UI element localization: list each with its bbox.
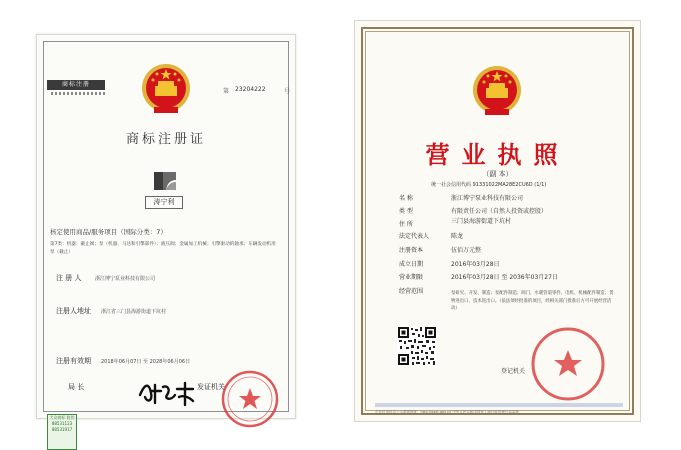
field-label-term: 营业期限 [399, 274, 424, 281]
goods-list: 第7类：机器；截止阀；泵（机器、马达和引擎部件）；液压阀；金属加工机械；引擎驱动的轴承；车辆发动机用泵（截止） [50, 242, 276, 255]
certificate-title: 商标注册证 [125, 132, 206, 147]
anti-counterfeit-badge: 大众商标 防伪 88531123 88531917 [47, 414, 77, 450]
director-signature-icon [137, 379, 197, 407]
field-label-scope: 经营范围 [399, 288, 424, 295]
footer-text: 企业信用信息公示系统网址：http://gsxt.gov.cn 中华人民共和国国家工商行政管理总局监制 [375, 410, 519, 414]
official-seal-icon [220, 369, 280, 429]
license-title: 营业执照 [425, 140, 570, 169]
registrant-label: 注 册 人 [56, 274, 82, 282]
address-value: 浙江省三门县海游街道下坑村 [101, 309, 167, 315]
field-value-legal-rep: 陈龙 [451, 233, 464, 240]
qr-code-icon[interactable] [397, 326, 437, 366]
registration-number-suffix: 号 [284, 88, 291, 95]
license-subtitle: （副 本） [482, 170, 513, 178]
goods-class-heading: 核定使用商品/服务项目（国际分类：7） [50, 228, 167, 236]
field-value-founded: 2016年03月28日 [451, 261, 500, 268]
business-scope-text: 泵研究、开发、制造；泵配件制造；阀门、水暖管道零件、电机、机械配件制造；货物进出口、技术进出口。（依法须经批准的项目，经相关部门批准后方可开展经营活动） [451, 291, 614, 311]
trademark-logo-icon [150, 170, 180, 194]
field-label-legal-rep: 法定代表人 [399, 233, 430, 240]
field-value-term: 2016年03月28日 至 2036年03月27日 [451, 274, 558, 281]
issuer-label: 发证机关 [197, 383, 225, 391]
registration-authority-label: 登记机关 [501, 368, 526, 375]
business-license [354, 20, 641, 422]
field-value-name: 浙江博宁泵业科技有限公司 [451, 195, 524, 202]
footer-strip [375, 403, 623, 407]
registration-number-label: 第 [223, 88, 230, 95]
registration-seal-icon [529, 325, 607, 403]
trademark-certificate [36, 34, 296, 432]
field-label-founded: 成立日期 [399, 261, 424, 268]
trademark-name: 涛宁利 [145, 196, 183, 209]
logo-underline [51, 92, 107, 95]
field-value-type: 有限责任公司（自然人投资或控股） [451, 208, 548, 215]
field-label-capital: 注册资本 [399, 247, 424, 254]
national-emblem-icon [471, 63, 523, 119]
trademark-office-logo: 商标注册 [47, 80, 105, 90]
field-label-name: 名 称 [399, 195, 413, 202]
field-label-address: 住 所 [399, 221, 413, 228]
address-label: 注册人地址 [56, 307, 91, 315]
field-value-address: 三门县海游街道下坑村 [451, 218, 512, 225]
registrant-value: 浙江博宁泵业科技有限公司 [95, 276, 156, 282]
field-label-type: 类 型 [399, 208, 413, 215]
validity-label: 注册有效期 [56, 357, 91, 365]
registration-number: 23204222 [235, 86, 266, 93]
credit-code: 统一社会信用代码 91331022MA28E2CU6D (1/1) [431, 182, 547, 188]
field-value-capital: 伍佰万元整 [451, 247, 482, 254]
director-label: 局 长 [68, 383, 85, 391]
validity-value: 2018年06月07日 至 2028年06月06日 [101, 359, 191, 365]
national-emblem-icon [140, 61, 192, 117]
